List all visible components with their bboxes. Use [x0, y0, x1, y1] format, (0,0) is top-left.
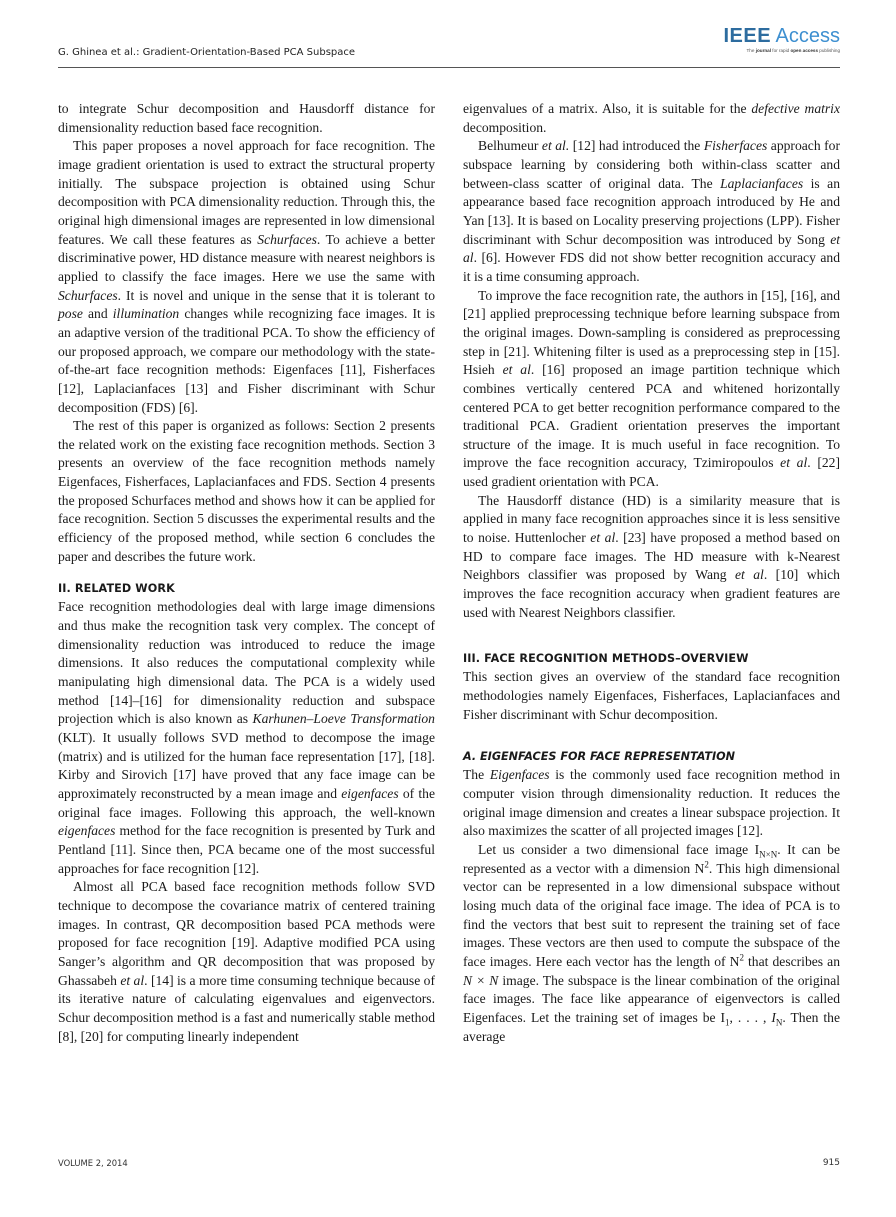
logo-ieee: IEEE: [723, 25, 772, 47]
tagline-text: for rapid: [771, 48, 791, 53]
logo-wordmark: [724, 26, 841, 46]
footer-page-number: 915: [822, 1158, 840, 1168]
paragraph: Almost all PCA based face recognition methods follow SVD technique to decompose the covariance matrix of centered training images. In contrast, QR decomposition based PCA methods were proposed for face recognition [19]. Adaptive modified PCA using Sanger’s algorithm and QR decomposition that was proposed by Ghassabeh et al. [14] is a more time consuming technique because of its iterative nature of calculating eigenvalues and eigenvectors. Schur decomposition method is a fast and numerically stable method [8], [20] for computing linearly independent: [58, 879, 435, 1044]
spacer: [463, 622, 840, 650]
paragraph: Let us consider a two dimensional face image $I_{N\times N}$. It can be represented as a vector with a dimension $N^2$. This high dimensional vector can be represented in a low dimensional subspace without losing much data of the original face image. The idea of PCA is to find the vectors that best suit to represent the training set of face images. These vectors are then used to compute the subspace of the face images. Here each vector has the length of $N^2$ that describes an N × N image. The subspace is the linear combination of the original face images. The face like appearance of eigenvectors is called Eigenfaces. Let the training set of images be $I_1$, . . . , $I_N$. Then the average: [463, 841, 841, 1044]
tagline-journal: journal: [755, 48, 772, 53]
right-column: [463, 100, 840, 1046]
tagline-open-access: open access: [790, 48, 819, 53]
paragraph: Belhumeur et al. [12] had introduced the Fisherfaces approach for subspace learning by considering both within-class scatter and between-class scatter of original data. The Laplacianfaces is an appearance based face recognition approach introduced by He and Yan [13]. It is based on Locality preserving projections (LPP). Fisher discriminant with Schur decomposition was introduced by Song et al. [6]. However FDS did not show better recognition accuracy and it is a time consuming approach.: [463, 138, 840, 284]
paragraph: The Hausdorff distance (HD) is a similarity measure that is applied in many face recognition approaches since it is less sensitive to noise. Huttenlocher et al. [23] have proposed a method based on HD to compare face images. The HD measure with k-Nearest Neighbors classifier was proposed by Wang et al. [10] which improves the face recognition accuracy when gradient features are used with Nearest Neighbors classifier.: [463, 492, 840, 620]
paragraph: This section gives an overview of the standard face recognition methodologies namely Eigenfaces, Fisherfaces, Laplacianfaces and Fisher discriminant with Schur decomposition.: [463, 669, 840, 722]
paragraph: Face recognition methodologies deal with large image dimensions and thus make the recognition task very complex. The concept of dimensionality reduction was introduced to reduce the image dimensions. It also reduces the computational complexity while manipulating high dimensional data. The PCA is a widely used method [14]–[16] for dimensionality reduction and subspace projection which is also known as Karhunen–Loeve Transformation (KLT). It usually follows SVD method to decompose the image (matrix) and is utilized for the human face representation [17], [18]. Kirby and Sirovich [17] have proved that any face image can be approximately reconstructed by a mean image and eigenfaces of the original face images. Following this approach, the well-known eigenfaces method for the face recognition is presented by Turk and Pentland [11]. Since then, PCA became one of the most successful approaches for face recognition [12].: [58, 599, 435, 876]
spacer: [58, 566, 435, 580]
paragraph: This paper proposes a novel approach for face recognition. The image gradient orientation is used to extract the structural property initially. The subspace projection is obtained using Schur decomposition with PCA dimensionality reduction. Through this, the original high dimensional images are represented in low dimensional features. We call these features as Schurfaces. To achieve a better discriminative power, HD distance measure with nearest neighbors is applied to classify the face images. Here we use the same with Schurfaces. It is novel and unique in the sense that it is tolerant to pose and illumination changes while recognizing face images. It is an adaptive version of the traditional PCA. To show the efficiency of our proposed approach, we compare our methodology with the state-of-the-art face recognition methods: Eigenfaces [11], Fisherfaces [12], Laplacianfaces [13] and Fisher discriminant with Schur decomposition (FDS) [6].: [58, 138, 435, 415]
page-header: [58, 25, 840, 68]
section-heading: II. RELATED WORK: [58, 582, 175, 596]
subsection-heading: A. EIGENFACES FOR FACE REPRESENTATION: [463, 750, 736, 764]
paragraph: To improve the face recognition rate, the authors in [15], [16], and [21] applied preprocessing technique before learning subspace from the original images. Down-sampling is considered as preprocessing step in [21]. Whitening filter is used as a preprocessing step in [15]. Hsieh et al. [16] proposed an image partition technique which combines vertically centered PCA and whitened horizontally centered PCA to get better recognition performance compared to the traditional PCA. Gradient orientation preserves the important structure of the image. It is much useful in face recognition. To improve the face recognition accuracy, Tzimiropoulos et al. [22] used gradient orientation with PCA.: [463, 287, 840, 490]
paragraph: The rest of this paper is organized as follows: Section 2 presents the related work on the existing face recognition methods. Section 3 presents an overview of the face recognition methods namely Eigenfaces, Fisherfaces, Laplacianfaces and FDS. Section 4 presents the proposed Schurfaces method and shows how it can be applied for face recognition. Section 5 discusses the experimental results and the efficiency of the proposed method, while section 6 concludes the paper and describes the future work.: [58, 418, 435, 564]
ieee-access-logo: [724, 26, 841, 53]
section-heading: III. FACE RECOGNITION METHODS–OVERVIEW: [463, 652, 749, 666]
logo-access: Access: [775, 25, 840, 47]
paragraph: The Eigenfaces is the commonly used face recognition method in computer vision through dimensionality reduction. It reduces the original image dimension and creates a linear subspace projection. It also maximizes the scatter of all projected images [12].: [463, 767, 840, 839]
footer-volume: VOLUME 2, 2014: [58, 1158, 128, 1168]
paragraph: to integrate Schur decomposition and Hausdorff distance for dimensionality reduction based face recognition.: [58, 101, 435, 135]
left-column: [58, 100, 435, 1046]
running-head: G. Ghinea et al.: Gradient-Orientation-Based PCA Subspace: [58, 47, 356, 58]
paragraph: eigenvalues of a matrix. Also, it is suitable for the defective matrix decomposition.: [463, 101, 840, 135]
header-rule: [58, 67, 840, 68]
logo-tagline: [724, 48, 841, 53]
tagline-text: publishing: [818, 48, 840, 53]
tagline-text: The: [746, 48, 756, 53]
spacer: [463, 724, 840, 748]
